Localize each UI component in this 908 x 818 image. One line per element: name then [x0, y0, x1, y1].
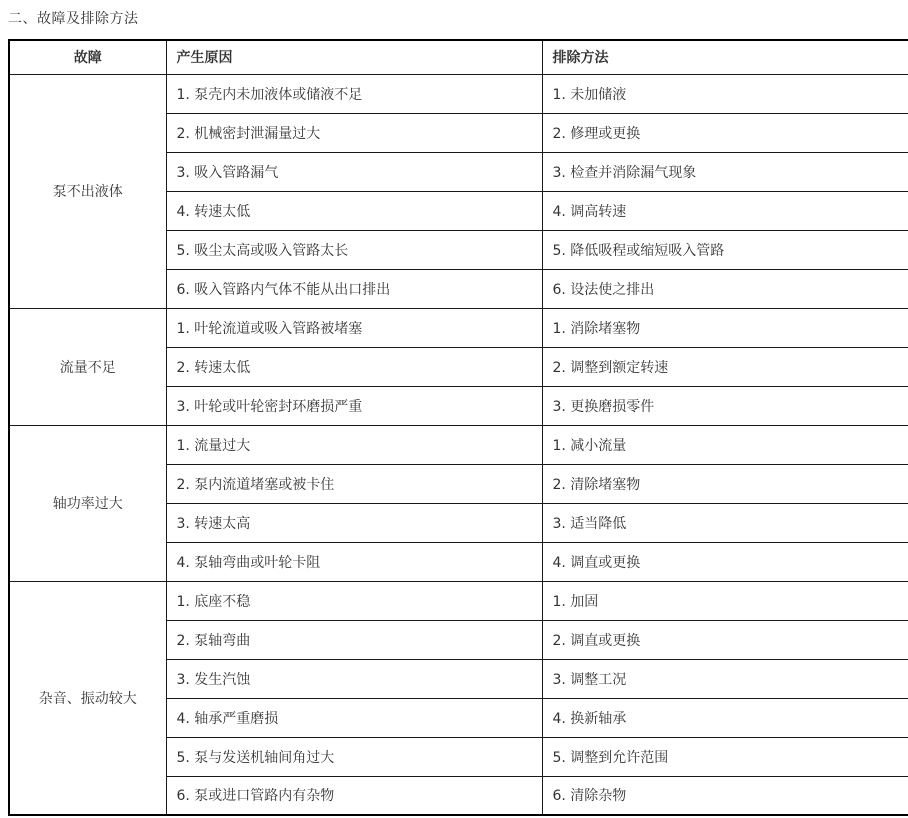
- fault-cell: 杂音、振动较大: [9, 581, 166, 815]
- remedy-cell: 1. 加固: [542, 581, 908, 620]
- cause-cell: 4. 轴承严重磨损: [166, 698, 542, 737]
- cause-cell: 6. 吸入管路内气体不能从出口排出: [166, 269, 542, 308]
- remedy-cell: 1. 未加储液: [542, 74, 908, 113]
- cause-cell: 6. 泵或进口管路内有杂物: [166, 776, 542, 815]
- fault-troubleshooting-table: [8, 39, 908, 816]
- remedy-cell: 4. 调高转速: [542, 191, 908, 230]
- remedy-cell: 4. 换新轴承: [542, 698, 908, 737]
- cause-cell: 4. 泵轴弯曲或叶轮卡阻: [166, 542, 542, 581]
- remedy-cell: 1. 减小流量: [542, 425, 908, 464]
- header-remedy: 排除方法: [542, 40, 908, 74]
- remedy-cell: 3. 更换磨损零件: [542, 386, 908, 425]
- cause-cell: 2. 泵轴弯曲: [166, 620, 542, 659]
- remedy-cell: 3. 调整工况: [542, 659, 908, 698]
- remedy-cell: 5. 调整到允许范围: [542, 737, 908, 776]
- remedy-cell: 6. 设法使之排出: [542, 269, 908, 308]
- cause-cell: 5. 吸尘太高或吸入管路太长: [166, 230, 542, 269]
- fault-cell: 流量不足: [9, 308, 166, 425]
- table-row: [9, 308, 908, 347]
- cause-cell: 2. 机械密封泄漏量过大: [166, 113, 542, 152]
- table-row: [9, 581, 908, 620]
- section-title: 二、故障及排除方法: [8, 11, 139, 27]
- document-page: [0, 10, 908, 818]
- remedy-cell: 3. 适当降低: [542, 503, 908, 542]
- fault-cell: 轴功率过大: [9, 425, 166, 581]
- remedy-cell: 6. 清除杂物: [542, 776, 908, 815]
- remedy-cell: 3. 检查并消除漏气现象: [542, 152, 908, 191]
- cause-cell: 1. 底座不稳: [166, 581, 542, 620]
- cause-cell: 2. 泵内流道堵塞或被卡住: [166, 464, 542, 503]
- remedy-cell: 2. 清除堵塞物: [542, 464, 908, 503]
- cause-cell: 5. 泵与发送机轴间角过大: [166, 737, 542, 776]
- remedy-cell: 5. 降低吸程或缩短吸入管路: [542, 230, 908, 269]
- cause-cell: 3. 吸入管路漏气: [166, 152, 542, 191]
- remedy-cell: 4. 调直或更换: [542, 542, 908, 581]
- cause-cell: 3. 转速太高: [166, 503, 542, 542]
- remedy-cell: 1. 消除堵塞物: [542, 308, 908, 347]
- cause-cell: 4. 转速太低: [166, 191, 542, 230]
- header-fault: 故障: [9, 40, 166, 74]
- remedy-cell: 2. 调整到额定转速: [542, 347, 908, 386]
- remedy-cell: 2. 修理或更换: [542, 113, 908, 152]
- cause-cell: 2. 转速太低: [166, 347, 542, 386]
- cause-cell: 1. 泵壳内未加液体或储液不足: [166, 74, 542, 113]
- cause-cell: 1. 流量过大: [166, 425, 542, 464]
- cause-cell: 3. 叶轮或叶轮密封环磨损严重: [166, 386, 542, 425]
- table-row: [9, 425, 908, 464]
- header-cause: 产生原因: [166, 40, 542, 74]
- table-header-row: [9, 40, 908, 74]
- cause-cell: 3. 发生汽蚀: [166, 659, 542, 698]
- remedy-cell: 2. 调直或更换: [542, 620, 908, 659]
- fault-cell: 泵不出液体: [9, 74, 166, 308]
- cause-cell: 1. 叶轮流道或吸入管路被堵塞: [166, 308, 542, 347]
- table-row: [9, 74, 908, 113]
